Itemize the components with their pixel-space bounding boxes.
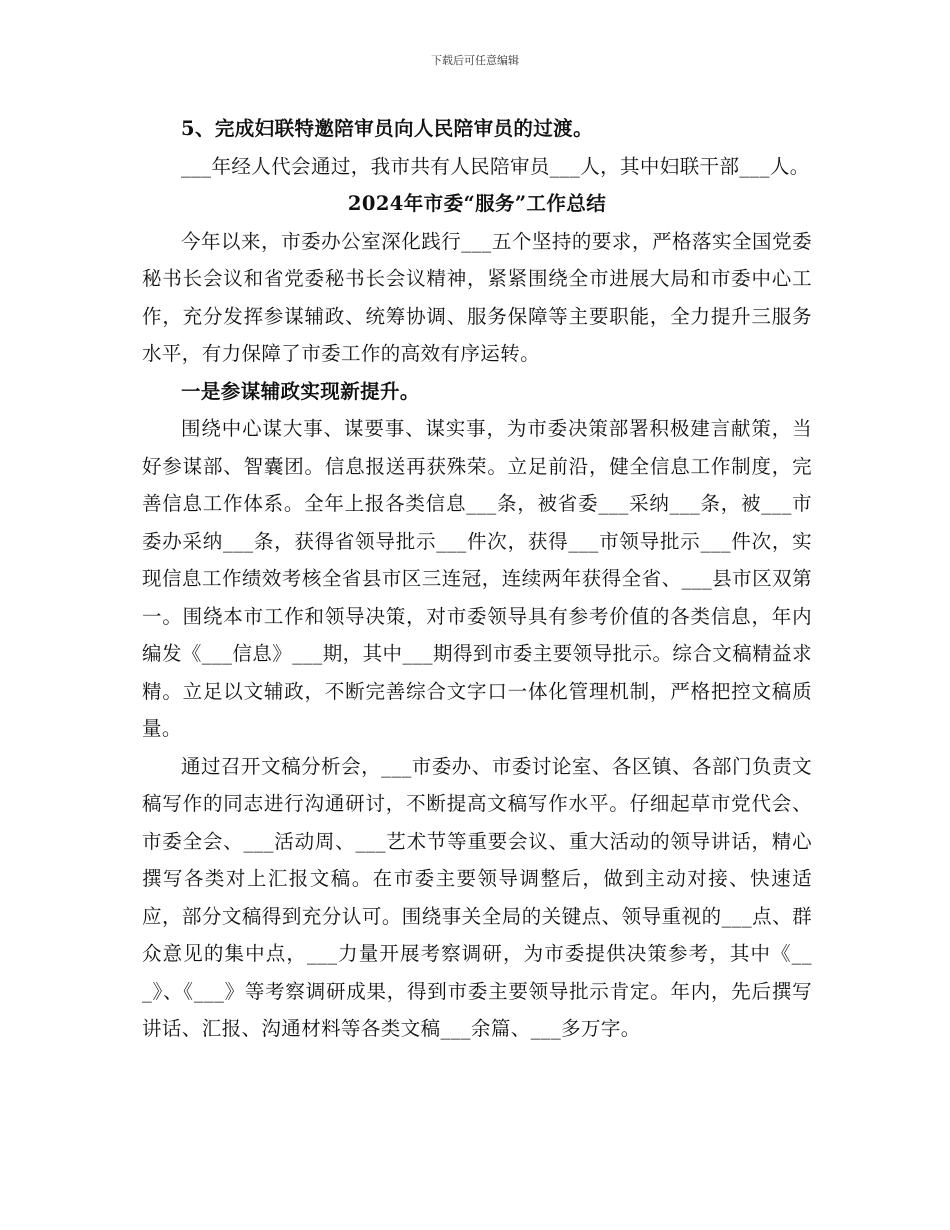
document-body <box>142 110 812 1048</box>
document-title: 2024年市委“服务”工作总结 <box>347 192 607 215</box>
paragraph-jury: ___年经人代会通过，我市共有人民陪审员___人，其中妇联干部___人。 <box>181 154 810 178</box>
paragraph-2: 通过召开文稿分析会，___市委办、市委讨论室、各区镇、各部门负责文稿写作的同志进行沟通研讨，不断提高文稿写作水平。仔细起草市党代会、市委全会、___活动周、___艺术节等重要会议、重大活动的领导讲话，精心撰写各类对上汇报文稿。在市委主要领导调整后，做到主动对接、快速适应，部分文稿得到充分认可。围绕事关全局的关键点、领导重视的___点、群众意见的集中点，___力量开展考察调研，为市委提供决策参考，其中《___》、《___》等考察调研成果，得到市委主要领导批示肯定。年内，先后撰写讲话、汇报、沟通材料等各类文稿___余篇、___多万字。 <box>142 754 812 1040</box>
paragraph-1: 围绕中心谋大事、谋要事、谋实事，为市委决策部署积极建言献策，当好参谋部、智囊团。信息报送再获殊荣。立足前沿，健全信息工作制度，完善信息工作体系。全年上报各类信息___条，被省委___采纳___条，被___市委办采纳___条，获得省领导批示___件次，获得___市领导批示___件次，实现信息工作绩效考核全省县市区三连冠，连续两年获得全省、___县市区双第一。围绕本市工作和领导决策，对市委领导具有参考价值的各类信息，年内编发《___信息》___期，其中___期得到市委主要领导批示。综合文稿精益求精。立足以文辅政，不断完善综合文字口一体化管理机制，严格把控文稿质量。 <box>142 417 812 740</box>
page-header: 下载后可任意编辑 <box>431 54 519 67</box>
paragraph-intro: 今年以来，市委办公室深化践行___五个坚持的要求，严格落实全国党委秘书长会议和省党委秘书长会议精神，紧紧围绕全市进展大局和市委中心工作，充分发挥参谋辅政、统筹协调、服务保障等主要职能，全力提升三服务水平，有力保障了市委工作的高效有序运转。 <box>142 229 812 365</box>
section-heading-5: 5、完成妇联特邀陪审员向人民陪审员的过渡。 <box>181 117 593 140</box>
section-heading-1: 一是参谋辅政实现新提升。 <box>181 379 420 403</box>
